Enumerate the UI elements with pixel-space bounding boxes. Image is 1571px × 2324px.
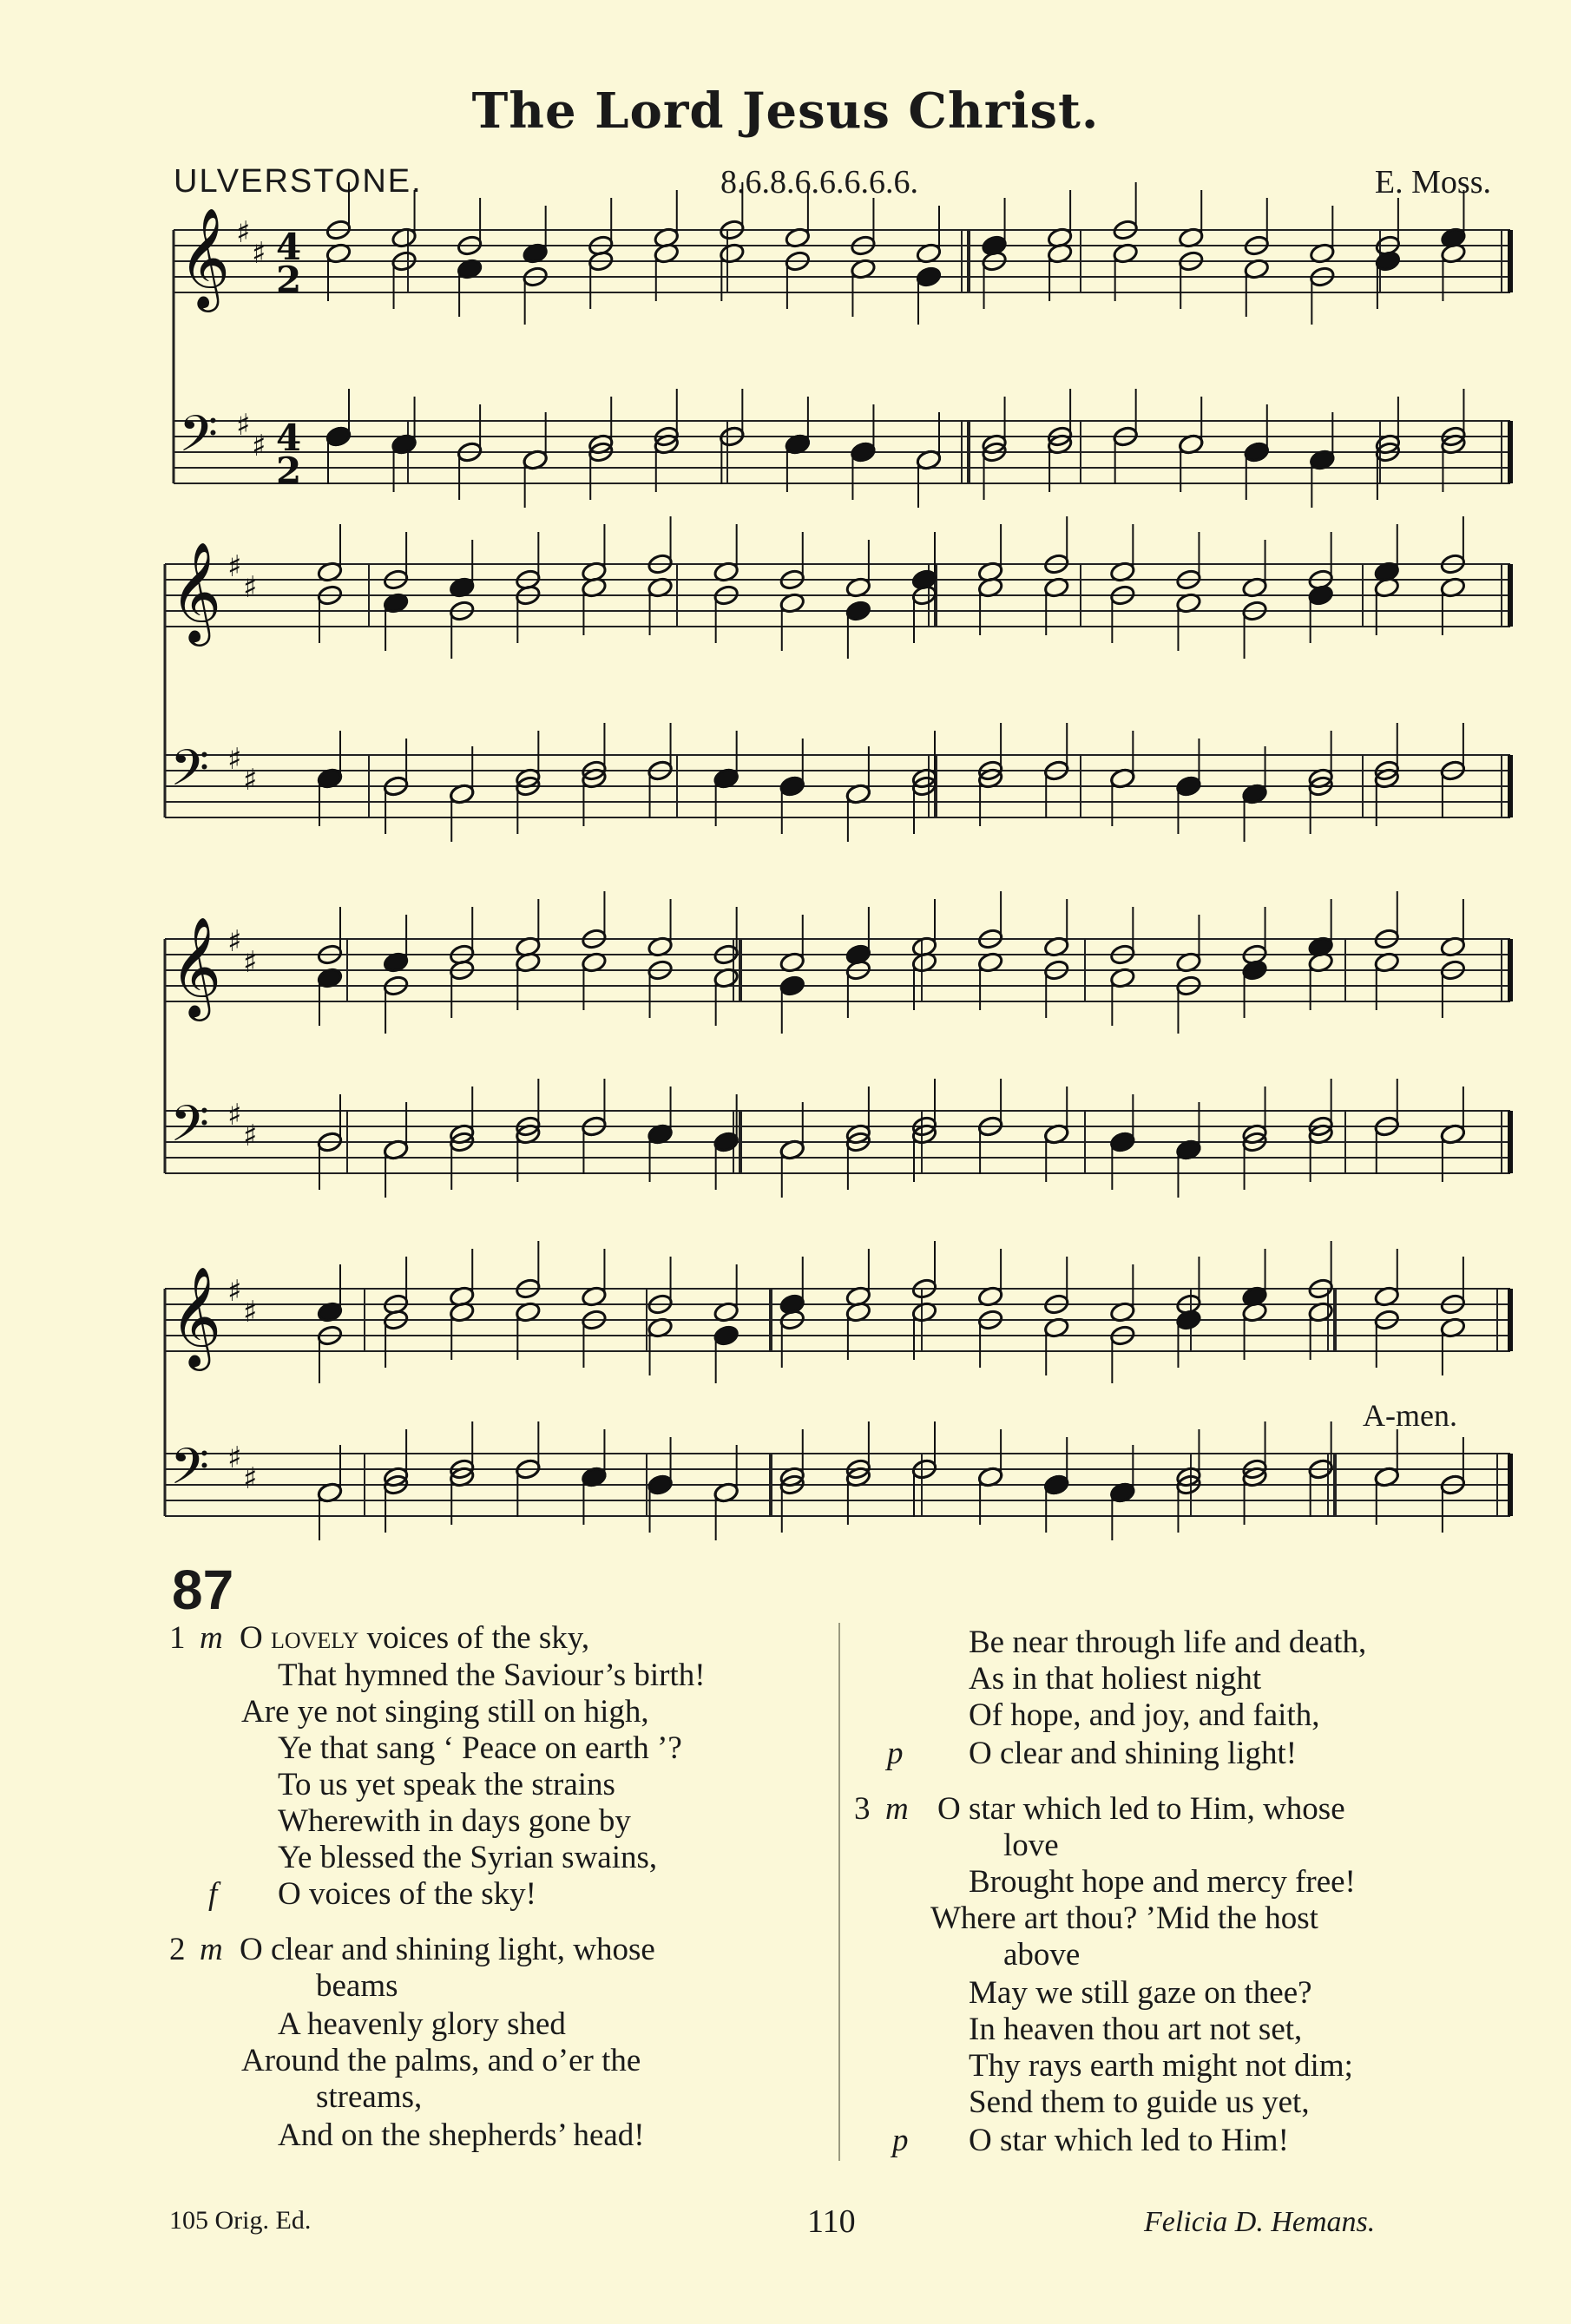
- sharp-sign: ♯: [243, 763, 258, 798]
- time-signature: 4: [276, 226, 302, 268]
- sharp-sign: ♯: [252, 429, 266, 463]
- verse-number: 1: [169, 1620, 186, 1656]
- note-head: [1243, 441, 1270, 463]
- dynamic-marking: p: [892, 2123, 909, 2158]
- bass-clef: 𝄢: [170, 1094, 210, 1165]
- verse-line: Send them to guide us yet,: [969, 2084, 1310, 2120]
- sharp-sign: ♯: [236, 408, 251, 443]
- tune-meter: 8.6.8.6.6.6.6.6.: [720, 164, 918, 200]
- verse-line: streams,: [316, 2079, 423, 2115]
- treble-clef: 𝄞: [170, 541, 222, 642]
- dynamic-marking: p: [887, 1736, 904, 1771]
- verse-line: Wherewith in days gone by: [278, 1803, 631, 1839]
- sharp-sign: ♯: [227, 1441, 242, 1475]
- dynamic-marking: m: [885, 1791, 909, 1827]
- verse-line: Ye blessed the Syrian swains,: [278, 1840, 658, 1875]
- verse-line: May we still gaze on thee?: [969, 1975, 1312, 2011]
- treble-clef: 𝄞: [170, 916, 222, 1017]
- tune-composer: E. Moss.: [1374, 164, 1491, 200]
- sharp-sign: ♯: [227, 549, 242, 584]
- column-divider: [838, 1623, 840, 2161]
- time-signature: 2: [276, 450, 302, 492]
- verse-line: O star which led to Him!: [969, 2123, 1289, 2158]
- bass-clef: 𝄢: [179, 404, 219, 476]
- note-head: [1375, 250, 1402, 272]
- sharp-sign: ♯: [227, 742, 242, 777]
- verse-line: Ye that sang ‘ Peace on earth ’?: [278, 1730, 682, 1766]
- verse-line: above: [1003, 1937, 1081, 1973]
- sharp-sign: ♯: [243, 1295, 258, 1329]
- verse-line: Thy rays earth might not dim;: [969, 2048, 1353, 2084]
- sharp-sign: ♯: [243, 1461, 258, 1496]
- hymn-author: Felicia D. Hemans.: [1144, 2206, 1376, 2238]
- sharp-sign: ♯: [227, 924, 242, 959]
- verse-line: As in that holiest night: [969, 1661, 1262, 1697]
- verse-line: Brought hope and mercy free!: [969, 1864, 1356, 1900]
- verse-line: O voices of the sky!: [278, 1876, 536, 1912]
- verse-line: To us yet speak the strains: [278, 1767, 615, 1802]
- note-head: [845, 600, 872, 622]
- verse-number: 2: [169, 1932, 186, 1967]
- treble-clef: 𝄞: [170, 1265, 222, 1367]
- sharp-sign: ♯: [227, 1098, 242, 1132]
- sharp-sign: ♯: [243, 1119, 258, 1153]
- verse-line: Where art thou? ’Mid the host: [930, 1901, 1318, 1936]
- dynamic-marking: f: [208, 1876, 218, 1912]
- note-head: [1241, 959, 1268, 981]
- verse-line: Of hope, and joy, and faith,: [969, 1697, 1320, 1733]
- verse-line: beams: [316, 1968, 398, 2004]
- verse-line: And on the shepherds’ head!: [278, 2117, 645, 2153]
- sharp-sign: ♯: [227, 1274, 242, 1309]
- sharp-sign: ♯: [236, 215, 251, 250]
- page-heading: The Lord Jesus Christ.: [471, 82, 1100, 140]
- verse-line: That hymned the Saviour’s birth!: [278, 1658, 706, 1693]
- page-number: 110: [807, 2203, 856, 2240]
- sharp-sign: ♯: [243, 570, 258, 605]
- dynamic-marking: m: [200, 1620, 223, 1656]
- note-head: [713, 1324, 739, 1347]
- time-signature: 2: [276, 259, 302, 301]
- note-head: [1109, 1131, 1136, 1153]
- treble-clef: 𝄞: [179, 207, 231, 308]
- verse-line: Around the palms, and o’er the: [241, 2043, 641, 2078]
- verse-line: love: [1003, 1828, 1059, 1863]
- note-head: [779, 975, 805, 997]
- note-head: [1043, 1474, 1070, 1496]
- note-head: [1307, 584, 1334, 607]
- verse-line: In heaven thou art not set,: [969, 2012, 1303, 2047]
- bass-clef: 𝄢: [170, 739, 210, 810]
- verse-line: O clear and shining light, whose: [240, 1932, 655, 1967]
- verse-line: Are ye not singing still on high,: [241, 1694, 649, 1730]
- dynamic-marking: m: [200, 1932, 223, 1967]
- note-head: [1175, 775, 1202, 798]
- bass-clef: 𝄢: [170, 1437, 210, 1508]
- hymn-number: 87: [172, 1559, 234, 1621]
- edition-note: 105 Orig. Ed.: [169, 2206, 312, 2235]
- sharp-sign: ♯: [243, 945, 258, 980]
- amen-label: A-men.: [1363, 1398, 1457, 1433]
- verse-number: 3: [854, 1791, 871, 1827]
- verse-line: Be near through life and death,: [969, 1625, 1367, 1660]
- note-head: [916, 266, 943, 288]
- note-head: [1175, 1309, 1202, 1331]
- verse-line: A heavenly glory shed: [278, 2006, 566, 2042]
- verse-line: O star which led to Him, whose: [937, 1791, 1345, 1827]
- sharp-sign: ♯: [252, 236, 266, 271]
- verse-line: O clear and shining light!: [969, 1736, 1298, 1771]
- tune-name: ULVERSTONE.: [174, 163, 423, 200]
- note-head: [325, 425, 352, 448]
- verse-line: O lovely voices of the sky,: [240, 1620, 590, 1656]
- time-signature: 4: [276, 417, 302, 459]
